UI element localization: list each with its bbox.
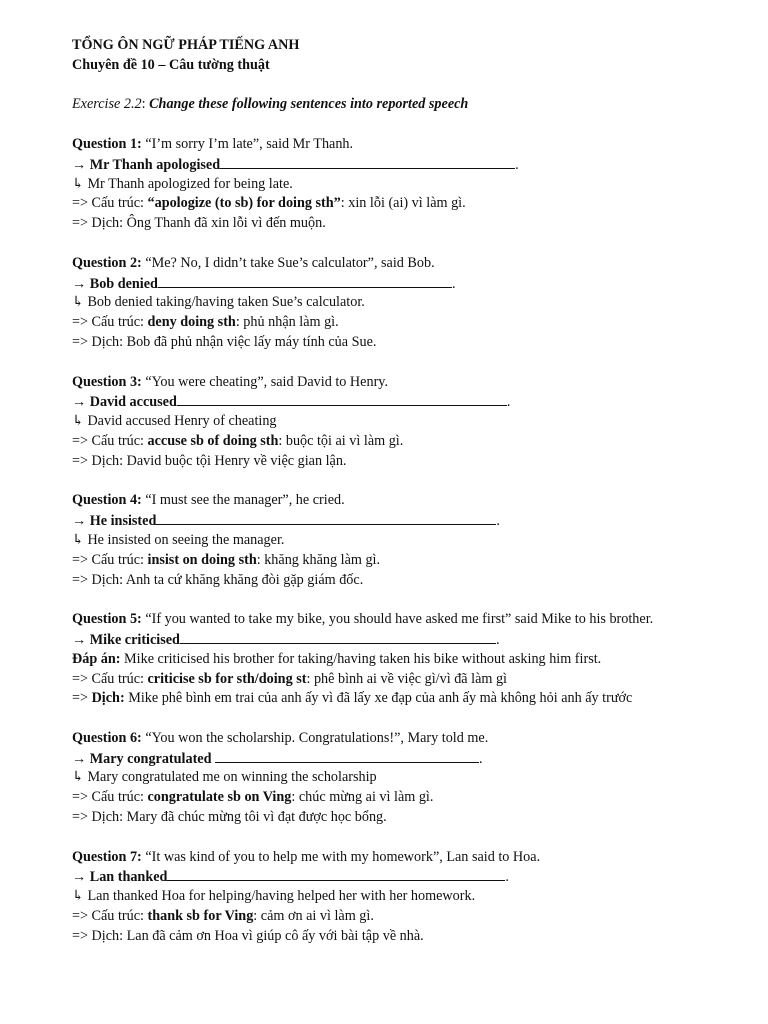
structure-line <box>72 551 712 571</box>
question-6 <box>72 729 712 828</box>
answer-text: Bob denied taking/having taken Sue’s calculator. <box>87 294 365 311</box>
translation-prefix: => Dịch: <box>72 571 126 588</box>
answer-blank[interactable] <box>177 392 507 406</box>
question-prompt <box>72 729 712 749</box>
model-answer <box>72 887 712 907</box>
document-title: TỔNG ÔN NGỮ PHÁP TIẾNG ANH <box>72 37 300 53</box>
answer-text: Mr Thanh apologized for being late. <box>87 175 293 192</box>
translation-text: Ông Thanh đã xin lỗi vì đến muộn. <box>126 215 326 232</box>
exercise-heading <box>72 95 712 115</box>
translation-text: Bob đã phủ nhận việc lấy máy tính của Sue. <box>126 333 377 350</box>
structure-prefix: => Cấu trúc: <box>72 789 148 806</box>
question-1 <box>72 135 712 234</box>
question-text: “You won the scholarship. Congratulations!”, Mary told me. <box>141 729 489 746</box>
answer-arrow-icon: ↳ <box>72 413 88 430</box>
structure-pattern: thank sb for Ving <box>147 908 254 925</box>
translation-line <box>72 808 712 828</box>
answer-end: . <box>496 513 500 530</box>
answer-text: Mary congratulated me on winning the scholarship <box>87 769 377 786</box>
question-2 <box>72 254 712 353</box>
translation-text: Mary đã chúc mừng tôi vì đạt được học bổng. <box>126 809 387 826</box>
arrow-icon: → <box>72 394 90 411</box>
structure-meaning: : chúc mừng ai vì làm gì. <box>291 789 434 806</box>
answer-blank[interactable] <box>220 155 515 169</box>
answer-end: . <box>479 750 483 767</box>
translation-prefix: => Dịch: <box>72 215 127 232</box>
translation-prefix: => <box>72 690 92 707</box>
question-label: Question 3: <box>72 373 142 390</box>
answer-line <box>72 749 712 769</box>
translation-line <box>72 333 712 353</box>
answer-end: . <box>515 156 519 173</box>
question-prompt <box>72 254 712 274</box>
structure-meaning: : cảm ơn ai vì làm gì. <box>253 908 374 925</box>
arrow-icon: → <box>72 156 90 173</box>
question-label: Question 1: <box>72 135 142 152</box>
translation-line <box>72 571 712 591</box>
translation-text: Lan đã cảm ơn Hoa vì giúp cô ấy với bài tập về nhà. <box>126 927 424 944</box>
answer-line <box>72 630 712 650</box>
question-prompt <box>72 135 712 155</box>
structure-meaning: : khăng khăng làm gì. <box>256 551 381 568</box>
question-text: “Me? No, I didn’t take Sue’s calculator”, said Bob. <box>141 254 435 271</box>
exercise-label: Exercise 2.2 <box>72 96 142 113</box>
translation-line <box>72 214 712 234</box>
translation-prefix: => Dịch: <box>72 809 127 826</box>
exercise-separator: : <box>141 96 150 113</box>
structure-pattern: deny doing sth <box>147 314 236 331</box>
answer-text: He insisted on seeing the manager. <box>87 531 285 548</box>
translation-text: Anh ta cứ khăng khăng đòi gặp giám đốc. <box>125 571 364 588</box>
answer-blank[interactable] <box>156 511 496 525</box>
arrow-icon: → <box>72 275 90 292</box>
answer-arrow-icon: ↳ <box>72 531 88 548</box>
question-label: Question 5: <box>72 611 142 628</box>
model-answer <box>72 293 712 313</box>
answer-text: Mike criticised his brother for taking/having taken his bike without asking him first. <box>120 650 602 667</box>
answer-arrow-icon: ↳ <box>72 888 88 905</box>
answer-starter: Mike criticised <box>89 631 180 648</box>
question-prompt <box>72 848 712 868</box>
arrow-icon: → <box>72 869 90 886</box>
structure-prefix: => Cấu trúc: <box>72 908 148 925</box>
structure-meaning: : xin lỗi (ai) vì làm gì. <box>340 195 466 212</box>
answer-end: . <box>506 394 511 411</box>
structure-meaning: : buộc tội ai vì làm gì. <box>278 432 404 449</box>
answer-line <box>72 511 712 531</box>
translation-prefix: => Dịch: <box>72 333 127 350</box>
question-label: Question 4: <box>72 492 142 509</box>
translation-line <box>72 689 712 709</box>
model-answer <box>72 412 712 432</box>
model-answer <box>72 531 712 551</box>
structure-meaning: : phê bình ai về việc gì/vì đã làm gì <box>306 670 507 687</box>
document-page <box>72 36 712 947</box>
translation-prefix: => Dịch: <box>72 452 127 469</box>
answer-blank[interactable] <box>180 630 496 644</box>
question-label: Question 7: <box>72 848 142 865</box>
arrow-icon: → <box>72 631 90 648</box>
answer-starter: He insisted <box>89 513 157 530</box>
question-text: “If you wanted to take my bike, you should have asked me first” said Mike to his brother. <box>141 611 654 628</box>
structure-prefix: => Cấu trúc: <box>72 195 148 212</box>
model-answer <box>72 768 712 788</box>
model-answer <box>72 650 712 670</box>
answer-end: . <box>451 275 456 292</box>
answer-line <box>72 274 712 294</box>
question-4 <box>72 491 712 590</box>
answer-starter: David accused <box>89 394 177 411</box>
translation-prefix: => Dịch: <box>72 927 127 944</box>
structure-line <box>72 907 712 927</box>
question-text: “It was kind of you to help me with my homework”, Lan said to Hoa. <box>141 848 541 865</box>
answer-starter: Bob denied <box>89 275 158 292</box>
question-text: “You were cheating”, said David to Henry. <box>141 373 389 390</box>
arrow-icon: → <box>72 750 90 767</box>
translation-text: Mike phê bình em trai của anh ấy vì đã lấy xe đạp của anh ấy mà không hỏi anh ấy trước <box>124 690 633 707</box>
answer-starter: Mary congratulated <box>89 750 216 767</box>
answer-text: Lan thanked Hoa for helping/having helped her with her homework. <box>87 888 476 905</box>
answer-arrow-icon: ↳ <box>72 175 88 192</box>
answer-line <box>72 392 712 412</box>
question-text: “I’m sorry I’m late”, said Mr Thanh. <box>141 135 354 152</box>
translation-label: Dịch: <box>91 690 125 707</box>
answer-end: . <box>505 869 509 886</box>
question-text: “I must see the manager”, he cried. <box>141 492 345 509</box>
structure-line <box>72 670 712 690</box>
answer-line <box>72 155 712 175</box>
answer-arrow-icon: ↳ <box>72 769 88 786</box>
translation-line <box>72 452 712 472</box>
question-label: Question 6: <box>72 729 142 746</box>
structure-prefix: => Cấu trúc: <box>72 314 148 331</box>
exercise-instruction: Change these following sentences into reported speech <box>149 96 469 113</box>
structure-meaning: : phủ nhận làm gì. <box>235 314 339 331</box>
structure-pattern: “apologize (to sb) for doing sth” <box>147 195 341 212</box>
question-prompt <box>72 373 712 393</box>
structure-line <box>72 788 712 808</box>
question-7 <box>72 848 712 947</box>
question-prompt <box>72 491 712 511</box>
answer-label: Đáp án: <box>72 650 121 667</box>
model-answer <box>72 175 712 195</box>
structure-pattern: congratulate sb on Ving <box>147 789 292 806</box>
answer-end: . <box>495 631 500 648</box>
answer-arrow-icon: ↳ <box>72 294 88 311</box>
answer-line <box>72 867 712 887</box>
answer-blank[interactable] <box>158 274 452 288</box>
structure-pattern: accuse sb of doing sth <box>147 432 279 449</box>
translation-text: David buộc tội Henry về việc gian lận. <box>126 452 347 469</box>
structure-prefix: => Cấu trúc: <box>72 551 148 568</box>
answer-starter: Lan thanked <box>89 869 168 886</box>
translation-line <box>72 927 712 947</box>
answer-blank[interactable] <box>167 867 505 881</box>
structure-prefix: => Cấu trúc: <box>72 670 148 687</box>
structure-pattern: criticise sb for sth/doing st <box>147 670 307 687</box>
document-subtitle: Chuyên đề 10 – Câu tường thuật <box>72 56 270 73</box>
structure-line <box>72 313 712 333</box>
structure-line <box>72 432 712 452</box>
structure-prefix: => Cấu trúc: <box>72 432 148 449</box>
question-5 <box>72 610 712 709</box>
answer-starter: Mr Thanh apologised <box>89 156 221 173</box>
question-label: Question 2: <box>72 254 142 271</box>
arrow-icon: → <box>72 513 90 530</box>
answer-text: David accused Henry of cheating <box>87 413 277 430</box>
question-prompt <box>72 610 712 630</box>
question-3 <box>72 373 712 472</box>
structure-pattern: insist on doing sth <box>147 551 257 568</box>
answer-blank[interactable] <box>215 749 479 763</box>
structure-line <box>72 194 712 214</box>
